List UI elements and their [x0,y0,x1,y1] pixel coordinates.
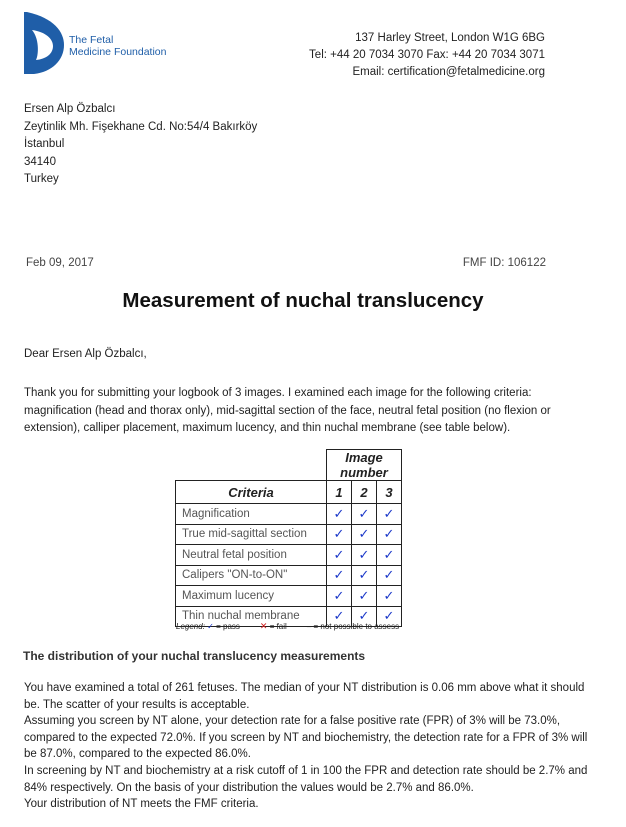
fail-cross-icon: ✕ [259,621,268,631]
table-header-row-1 [176,450,402,481]
logo-line-2: Medicine Foundation [69,46,167,58]
logo-line-1: The Fetal [69,34,114,46]
intro-paragraph: Thank you for submitting your logbook of 3 images. I examined each image for the following criteria: magnification (head and thorax only), mid-sagittal section of the face, neutral fetal position (no flexion or extension), calliper placement, maximum lucency, and thin nuchal membrane (see table below). [24,387,551,434]
check-icon: ✓ [383,587,395,603]
criterion-label: True mid-sagittal section [176,524,327,545]
check-icon: ✓ [358,526,370,542]
criterion-label: Thin nuchal membrane [176,606,327,627]
check-icon: ✓ [333,505,345,521]
check-icon: ✓ [358,505,370,521]
check-icon: ✓ [383,505,395,521]
table-row [176,504,402,525]
criteria-table [175,449,402,627]
image-number-2: 2 [352,481,377,504]
criteria-header: Criteria [176,481,327,504]
fmf-logo-icon [24,12,64,74]
check-icon: ✓ [383,567,395,583]
legend-fail: = fail [269,622,287,631]
document-title: Measurement of nuchal translucency [122,289,484,312]
recipient-name: Ersen Alp Özbalcı [24,103,116,115]
check-icon: ✓ [358,546,370,562]
table-legend [176,621,399,632]
check-icon: ✓ [333,587,345,603]
table-row [176,524,402,545]
check-icon: ✓ [358,608,370,624]
check-icon: ✓ [333,608,345,624]
recipient-postcode: 34140 [24,155,56,168]
org-email: Email: certification@fetalmedicine.org [352,66,545,78]
check-icon: ✓ [358,567,370,583]
check-icon: ✓ [383,526,395,542]
check-icon: ✓ [383,546,395,562]
org-address-block [309,30,545,81]
image-number-header: Image number [327,450,402,481]
recipient-country: Turkey [24,173,59,185]
recipient-address [24,101,257,189]
paragraph: Your distribution of NT meets the FMF criteria. [24,798,259,811]
table-row [176,545,402,566]
image-number-3: 3 [377,481,402,504]
table-row [176,565,402,586]
table-header-row-2 [176,481,402,504]
criterion-label: Maximum lucency [176,586,327,607]
legend-pass: = pass [216,622,240,631]
table-row [176,586,402,607]
table-corner [176,450,327,481]
paragraph: You have examined a total of 261 fetuses. The median of your NT distribution is 0.06 mm above what it should be. The scatter of your results is acceptable. [24,682,585,711]
check-icon: ✓ [333,546,345,562]
check-icon: ✓ [333,526,345,542]
logo-text [69,34,166,58]
legend-na: – = not possible to assess [306,622,400,631]
criterion-label: Neutral fetal position [176,545,327,566]
section-heading: The distribution of your nuchal translucency measurements [23,649,366,663]
criterion-label: Magnification [176,504,327,525]
recipient-city: İstanbul [24,138,65,150]
check-icon: ✓ [358,587,370,603]
image-number-1: 1 [327,481,352,504]
recipient-street: Zeytinlik Mh. Fişekhane Cd. No:54/4 Bakırköy [24,120,258,133]
check-icon: ✓ [333,567,345,583]
distribution-body [24,680,599,813]
paragraph: Assuming you screen by NT alone, your detection rate for a false positive rate (FPR) of 3% will be 73.0%, compared to the expected 72.0%. If you screen by NT and biochemistry, the detection rate for a FPR of 3% will be 87.0%, compared to the expected 86.0%. [24,715,588,761]
criterion-label: Calipers "ON-to-ON" [176,565,327,586]
fmf-id: FMF ID: 106122 [462,257,546,269]
org-phone-fax: Tel: +44 20 7034 3070 Fax: +44 20 7034 3071 [309,49,545,61]
paragraph: In screening by NT and biochemistry at a risk cutoff of 1 in 100 the FPR and detection rate should be 2.7% and 84% respectively. On the basis of your distribution the values would be 2.7% and 86.0%. [24,764,588,794]
greeting: Dear Ersen Alp Özbalcı, [24,348,147,360]
letter-date: Feb 09, 2017 [26,257,94,269]
check-icon: ✓ [383,608,395,624]
org-address: 137 Harley Street, London W1G 6BG [355,32,545,44]
legend-label: Legend: [176,622,205,631]
pass-check-icon: ✓ [207,622,214,631]
